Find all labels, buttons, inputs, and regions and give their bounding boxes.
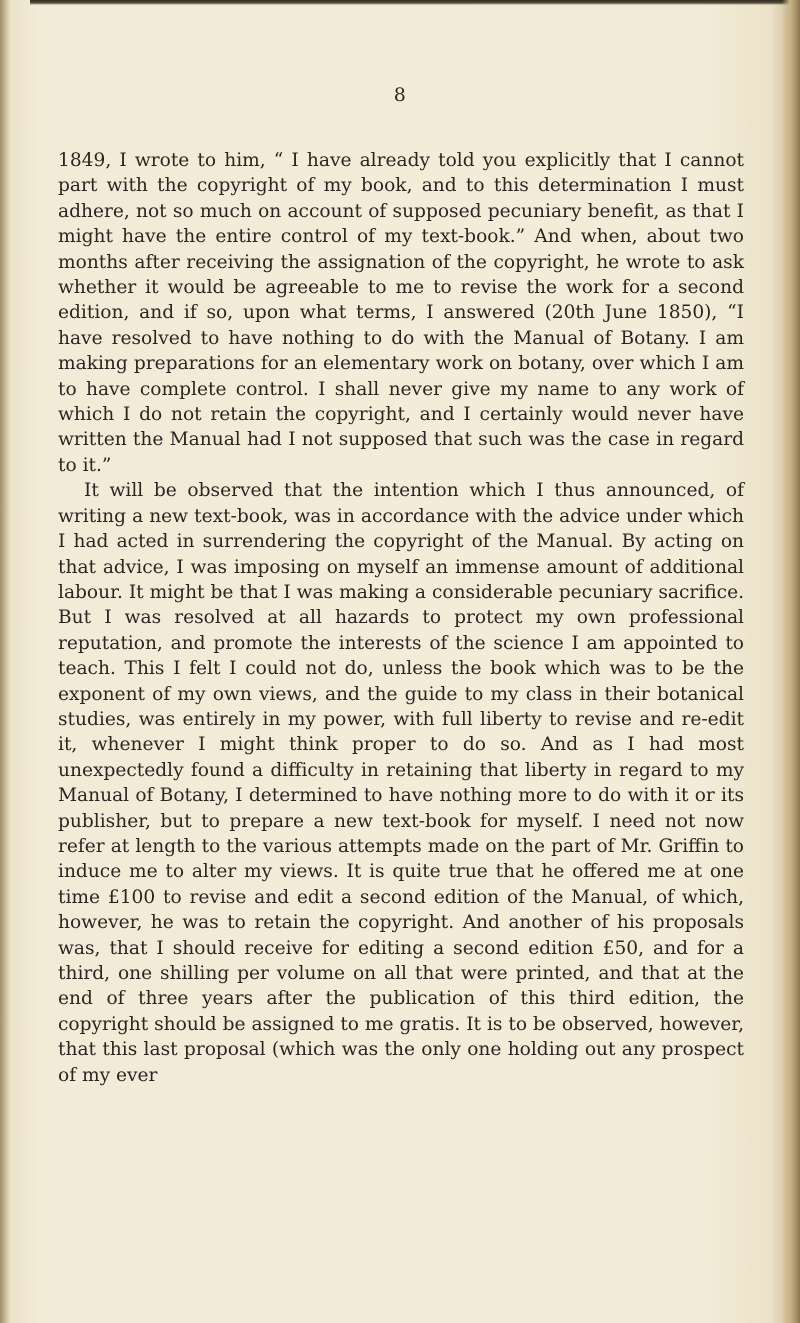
page-number: 8 <box>393 84 407 106</box>
page-top-edge <box>30 0 800 5</box>
page-right-edge <box>782 0 800 1323</box>
paragraph: 1849, I wrote to him, “ I have already told you explicitly that I cannot part with the copyright of my book, and to this determination I must adhere, not so much on account of supposed pecuniary benefit, as that I might have the entire control of my text-book.” And when, about two months after receiving the assignation of the copyright, he wrote to ask whether it would be agreeable to me to revise the work for a second edition, and if so, upon what terms, I answered (20th June 1850), “I have resolved to have nothing to do with the Manual of Botany. I am making preparations for an elementary work on botany, over which I am to have complete control. I shall never give my name to any work of which I do not retain the copyright, and I certainly would never have written the Manual had I not supposed that such was the case in regard to it.” <box>58 150 744 476</box>
page-left-edge <box>0 0 10 1323</box>
body-text <box>58 148 744 1088</box>
paragraph: It will be observed that the intention which I thus announced, of writing a new text-book, was in accordance with the advice under which I had acted in surrendering the copyright of the Manual. By acting on that advice, I was imposing on myself an immense amount of additional labour. It might be that I was making a considerable pecuniary sacrifice. But I was resolved at all hazards to protect my own professional reputation, and promote the interests of the science I am appointed to teach. This I felt I could not do, unless the book which was to be the exponent of my own views, and the guide to my class in their botanical studies, was entirely in my power, with full liberty to revise and re-edit it, whenever I might think proper to do so. And as I had most unexpectedly found a difficulty in retaining that liberty in regard to my Manual of Botany, I determined to have nothing more to do with it or its publisher, but to prepare a new text-book for myself. I need not now refer at length to the various attempts made on the part of Mr. Griffin to induce me to alter my views. It is quite true that he offered me at one time £100 to revise and edit a second edition of the Manual, of which, however, he was to retain the copyright. And another of his proposals was, that I should receive for editing a second edition £50, and for a third, one shilling per volume on all that were printed, and that at the end of three years after the publication of this third edition, the copyright should be assigned to me gratis. It is to be observed, however, that this last proposal (which was the only one holding out any prospect of my ever <box>58 480 744 1086</box>
